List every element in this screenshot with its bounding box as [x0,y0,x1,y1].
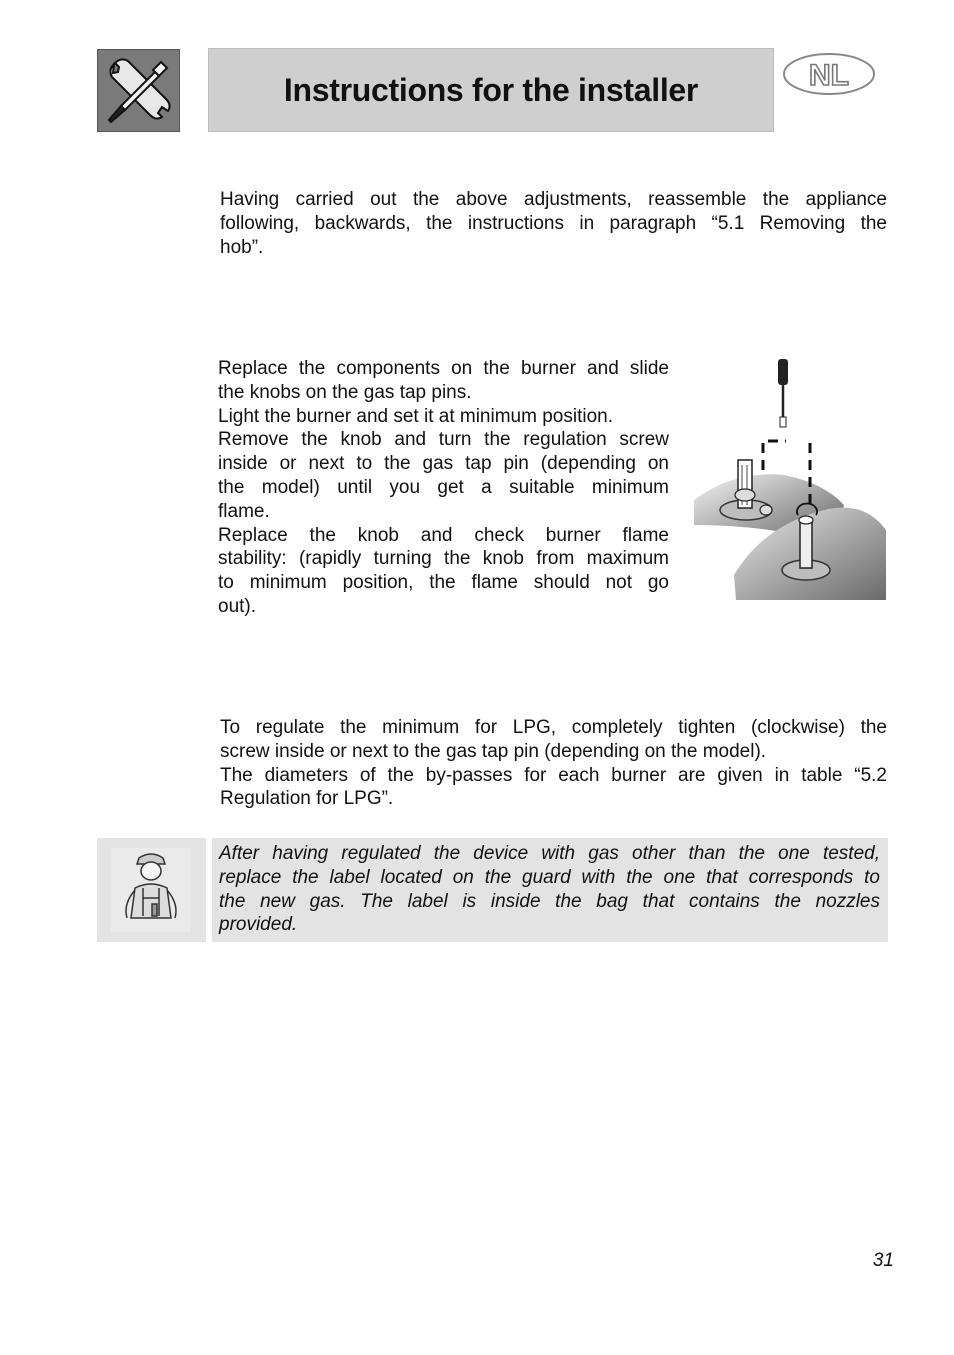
title-bar [208,48,774,132]
technician-icon [97,838,206,942]
note-icon-panel [97,838,206,942]
text-line: Having carried out the above adjustments, reassemble the appliance [220,189,887,210]
text-line: Light the burner and set it at minimum position. [218,405,613,427]
text-line: to minimum position, the flame should not go [218,572,669,594]
text-line: following, backwards, the instructions in paragraph “5.1 Removing the [220,212,887,234]
note-text [219,842,880,937]
page-title: Instructions for the installer [283,71,699,108]
text-line: Replace the components on the burner and slide [218,358,669,379]
language-badge-text: NL [809,59,849,92]
minimum-flame-paragraph [218,357,669,619]
text-line: provided. [219,914,298,936]
text-line: stability: (rapidly turning the knob from maximum [218,548,669,570]
text-line: To regulate the minimum for LPG, completely tighten (clockwise) the [220,717,887,738]
page-number: 31 [872,1250,894,1271]
text-line: the model) until you get a suitable minimum [218,476,669,498]
text-line: screw inside or next to the gas tap pin (depending on the model). [220,740,767,762]
text-line: the new gas. The label is inside the bag that contains the nozzles [219,890,880,912]
text-line: The diameters of the by-passes for each burner are given in table “5.2 [220,764,887,786]
text-line: After having regulated the device with gas other than the one tested, [219,843,880,864]
text-line: Remove the knob and turn the regulation screw [218,429,669,451]
reassemble-paragraph [220,188,887,259]
tools-icon-box [97,49,180,132]
burner-screwdriver-illustration [694,355,886,600]
text-line: inside or next to the gas tap pin (depending on [218,453,669,475]
text-line: replace the label located on the guard with the one that corresponds to [219,866,880,888]
language-badge [782,52,876,96]
text-line: hob”. [220,236,264,258]
text-line: Regulation for LPG”. [220,788,394,810]
lpg-paragraph [220,716,887,811]
text-line: flame. [218,500,270,522]
text-line: Replace the knob and check burner flame [218,524,669,546]
wrench-screwdriver-icon [98,50,179,131]
text-line: out). [218,595,257,617]
text-line: the knobs on the gas tap pins. [218,381,472,403]
